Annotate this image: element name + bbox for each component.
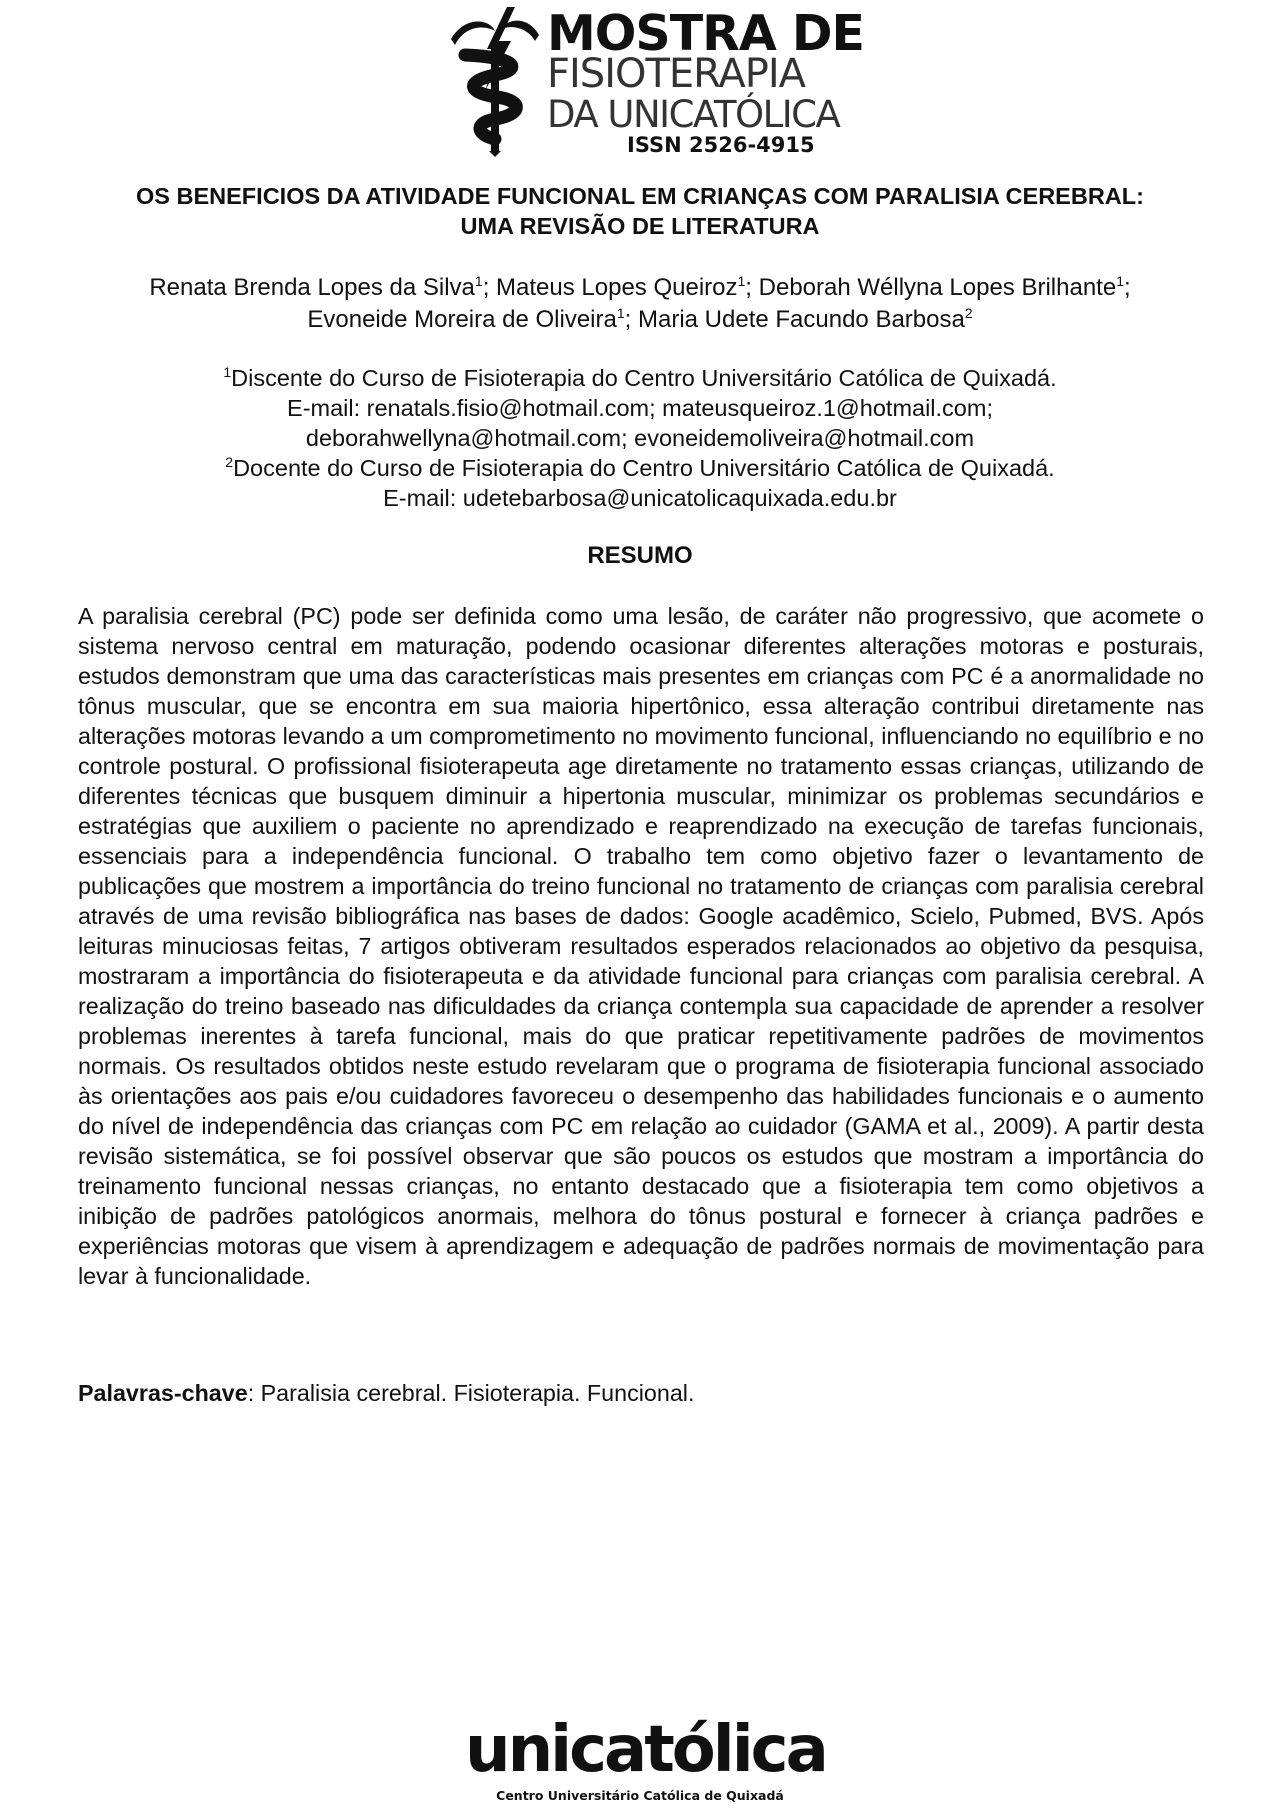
logo-issn: ISSN 2526-4915	[627, 133, 815, 157]
author-name: Evoneide Moreira de Oliveira	[307, 306, 617, 333]
author-affiliation-mark: 1	[474, 273, 483, 289]
affiliation-number: 1	[223, 364, 232, 380]
abstract-heading: RESUMO	[587, 542, 693, 569]
affiliations	[60, 363, 1220, 513]
paper-title	[60, 181, 1220, 241]
logo-title-line2: FISIOTERAPIA	[547, 51, 805, 97]
institution-logo	[465, 1713, 826, 1808]
abstract-text: A paralisia cerebral (PC) pode ser definida como uma lesão, de caráter não progressivo, que acomete o sistema nervoso central em maturação, podendo ocasionar diferentes alterações motoras e posturais, estudos demonstram que uma das características mais presentes em crianças com PC é a anormalidade no tônus muscular, que se encontra em sua maioria hipertônico, essa alteração contribui diretamente nas alterações motoras levando a um comprometimento no movimento funcional, influenciando no equilíbrio e no controle postural. O profissional fisioterapeuta age diretamente no tratamento essas crianças, utilizando de diferentes técnicas que busquem diminuir a hipertonia muscular, minimizar os problemas secundários e estratégias que auxiliem o paciente no aprendizado e reaprendizado na execução de tarefas funcionais, essenciais para a independência funcional. O trabalho tem como objetivo fazer o levantamento de publicações que mostrem a importância do treino funcional no tratamento de crianças com paralisia cerebral através de uma revisão bibliográfica nas bases de dados: Google acadêmico, Scielo, Pubmed, BVS. Após leituras minuciosas feitas, 7 artigos obtiveram resultados esperados relacionados ao objetivo da pesquisa, mostraram a importância do fisioterapeuta e da atividade funcional para crianças com paralisia cerebral. A realização do treino baseado nas dificuldades da criança contempla sua capacidade de aprender a resolver problemas inerentes à tarefa funcional, mais do que praticar repetitivamente padrões de movimentos normais. Os resultados obtidos neste estudo revelaram que o programa de fisioterapia funcional associado às orientações aos pais e/ou cuidadores favoreceu o desempenho das habilidades funcionais e o aumento do nível de independência das crianças com PC em relação ao cuidador (GAMA et al., 2009). A partir desta revisão sistemática, se foi possível observar que são poucos os estudos que mostram a importância do treinamento funcional nessas crianças, no entanto destacado que a fisioterapia tem como objetivos a inibição de padrões patológicos anormais, melhora do tônus postural e fornecer à criança padrões e experiências motoras que visem à aprendizagem e adequação de padrões normais de movimentação para levar à funcionalidade.	[78, 603, 1204, 1289]
author-name: Maria Udete Facundo Barbosa	[637, 306, 965, 333]
author-affiliation-mark: 2	[964, 305, 973, 321]
affiliation-1	[60, 363, 1220, 393]
affiliation-text: Docente do Curso de Fisioterapia do Centro Universitário Católica de Quixadá.	[233, 455, 1055, 481]
institution-logo-word: unicatólica	[465, 1713, 826, 1787]
author-separator: ;	[482, 274, 497, 301]
paper-title-line2: UMA REVISÃO DE LITERATURA	[460, 213, 820, 239]
author-list	[60, 272, 1220, 336]
affiliation-1-email-line1: E-mail: renatals.fisio@hotmail.com; mateusqueiroz.1@hotmail.com;	[287, 395, 993, 421]
affiliation-2	[60, 453, 1220, 483]
keywords-label: Palavras-chave	[78, 1380, 248, 1406]
logo-title-line1: MOSTRA DE	[547, 5, 864, 62]
affiliation-1-email-line2: deborahwellyna@hotmail.com; evoneidemoliveira@hotmail.com	[305, 425, 975, 451]
affiliation-2-email: E-mail: udetebarbosa@unicatolicaquixada.edu.br	[383, 485, 897, 511]
author-name: Deborah Wéllyna Lopes Brilhante	[758, 274, 1117, 301]
author-separator: ;	[624, 306, 638, 333]
author-affiliation-mark: 1	[737, 273, 746, 289]
author-affiliation-mark: 1	[616, 305, 625, 321]
author-line-1	[60, 272, 1220, 304]
affiliation-number: 2	[225, 454, 234, 470]
paper-title-line1: OS BENEFICIOS DA ATIVIDADE FUNCIONAL EM CRIANÇAS COM PARALISIA CEREBRAL:	[136, 183, 1144, 209]
author-separator: ;	[1123, 274, 1131, 301]
keywords-colon: :	[247, 1380, 255, 1406]
author-affiliation-mark: 1	[1116, 273, 1124, 289]
author-line-2	[60, 304, 1220, 336]
affiliation-text: Discente do Curso de Fisioterapia do Centro Universitário Católica de Quixadá.	[231, 365, 1057, 391]
keywords-text: Paralisia cerebral. Fisioterapia. Funcional.	[254, 1380, 695, 1406]
caduceus-lightning-icon	[445, 5, 545, 157]
institution-logo-subtitle: Centro Universitário Católica de Quixadá	[496, 1788, 784, 1803]
event-logo	[445, 5, 864, 157]
author-name: Mateus Lopes Queiroz	[496, 274, 738, 301]
author-name: Renata Brenda Lopes da Silva	[149, 274, 475, 301]
keywords	[78, 1378, 1204, 1408]
logo-title-line3: DA UNICATÓLICA	[547, 93, 840, 136]
author-separator: ;	[745, 274, 759, 301]
